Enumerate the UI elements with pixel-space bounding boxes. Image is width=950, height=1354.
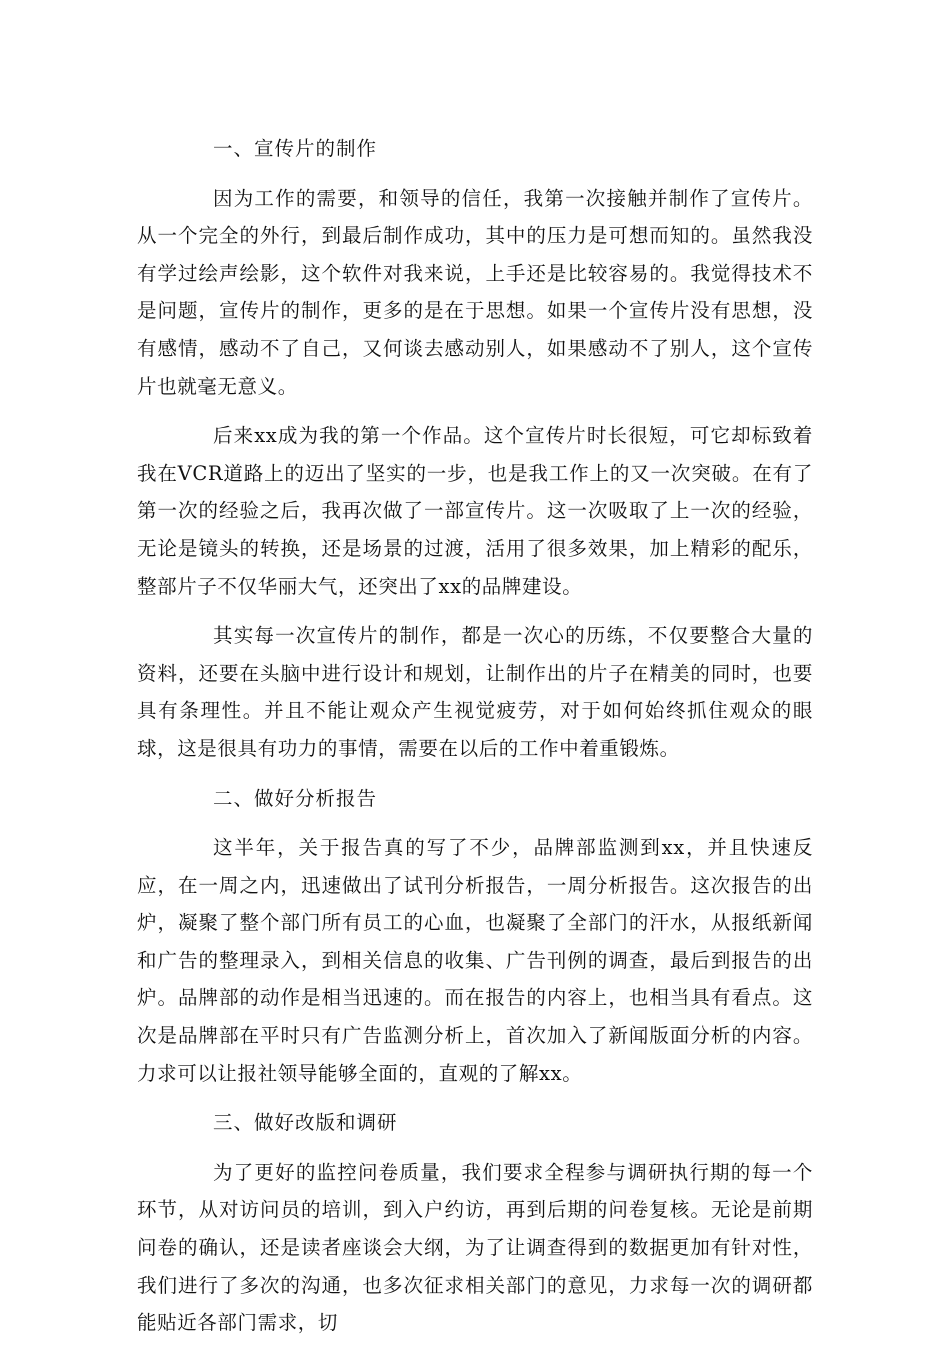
paragraph-production-reflection: 其实每一次宣传片的制作，都是一次心的历练，不仅要整合大量的资料，还要在头脑中进行设计和规划，让制作出的片子在精美的同时，也要具有条理性。并且不能让观众产生视觉疲劳，对于如何始终抓住观众的眼球，这是很具有功力的事情，需要在以后的工作中着重锻炼。 — [137, 624, 813, 760]
document-body — [137, 130, 813, 1354]
paragraph-research: 为了更好的监控问卷质量，我们要求全程参与调研执行期的每一个环节，从对访问员的培训，到入户约访，再到后期的问卷复核。无论是前期问卷的确认，还是读者座谈会大纲，为了让调查得到的数据更加有针对性，我们进行了多次的沟通，也多次征求相关部门的意见，力求每一次的调研都能贴近各部门需求，切 — [137, 1160, 813, 1335]
section-heading-promo-video: 一、宣传片的制作 — [213, 137, 378, 160]
section-heading-redesign-research: 三、做好改版和调研 — [213, 1111, 398, 1135]
section-heading-analysis-report: 二、做好分析报告 — [213, 786, 378, 810]
paragraph-promo-video-intro: 因为工作的需要，和领导的信任，我第一次接触并制作了宣传片。从一个完全的外行，到最后制作成功，其中的压力是可想而知的。虽然我没有学过绘声绘影，这个软件对我来说，上手还是比较容易的。我觉得技术不是问题，宣传片的制作，更多的是在于思想。如果一个宣传片没有思想，没有感情，感动不了自己，又何谈去感动别人，如果感动不了别人，这个宣传片也就毫无意义。 — [137, 186, 813, 398]
paragraph-analysis-report: 这半年，关于报告真的写了不少，品牌部监测到xx，并且快速反应，在一周之内，迅速做出了试刊分析报告，一周分析报告。这次报告的出炉，凝聚了整个部门所有员工的心血，也凝聚了全部门的汗水，从报纸新闻和广告的整理录入，到相关信息的收集、广告刊例的调查，最后到报告的出炉。品牌部的动作是相当迅速的。而在报告的内容上，也相当具有看点。这次是品牌部在平时只有广告监测分析上，首次加入了新闻版面分析的内容。力求可以让报社领导能够全面的，直观的了解xx。 — [137, 836, 813, 1085]
paragraph-first-work: 后来xx成为我的第一个作品。这个宣传片时长很短，可它却标致着我在VCR道路上的迈出了坚实的一步，也是我工作上的又一次突破。在有了第一次的经验之后，我再次做了一部宣传片。这一次吸取了上一次的经验，无论是镜头的转换，还是场景的过渡，活用了很多效果，加上精彩的配乐，整部片子不仅华丽大气，还突出了xx的品牌建设。 — [137, 424, 813, 598]
